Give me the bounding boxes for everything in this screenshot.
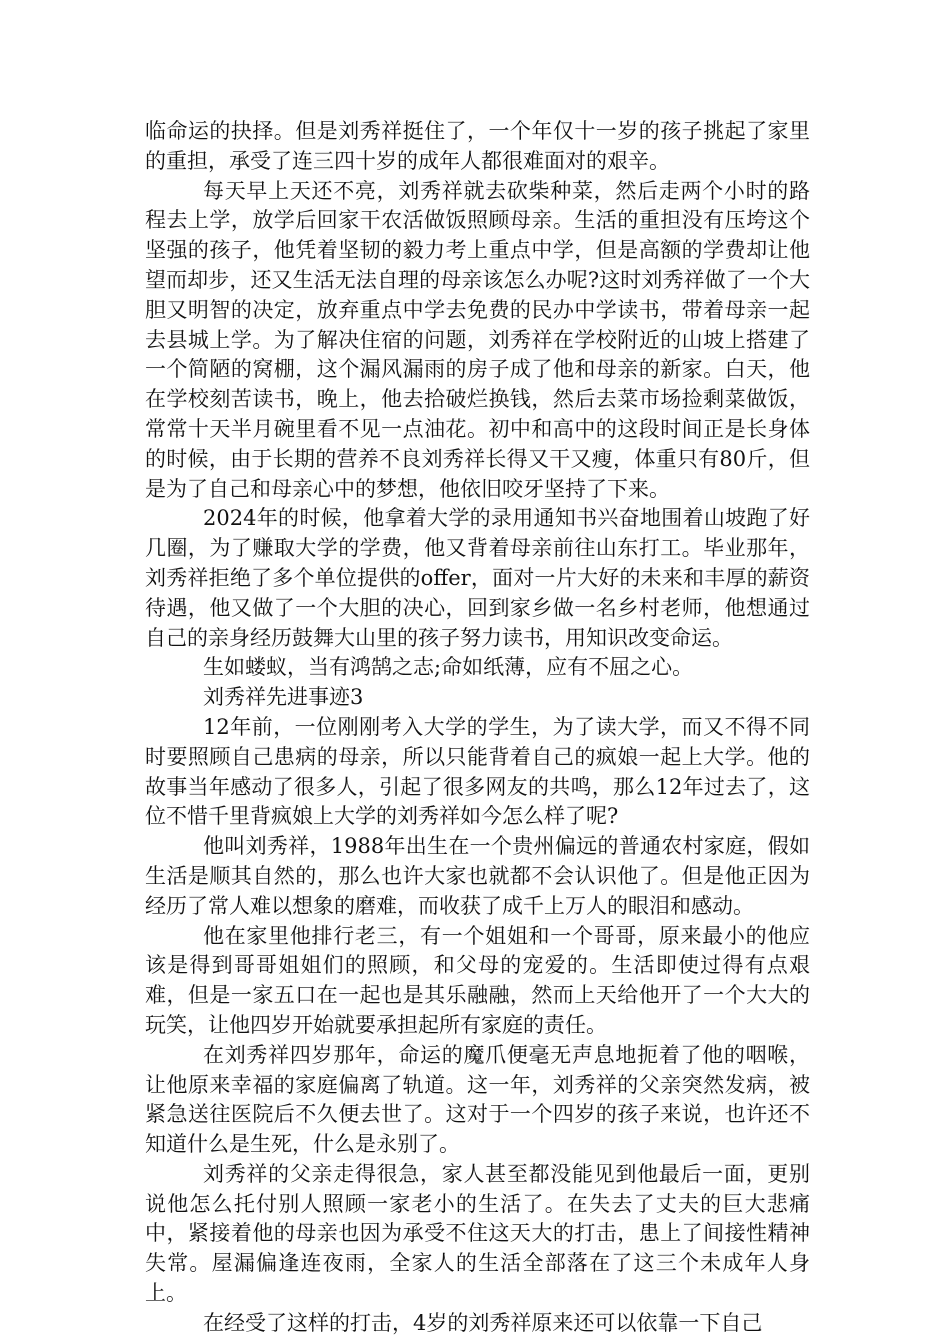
paragraph: 生如蝼蚁，当有鸿鹄之志;命如纸薄，应有不屈之心。 bbox=[203, 655, 694, 680]
paragraph: 在刘秀祥四岁那年，命运的魔爪便毫无声息地扼着了他的咽喉，让他原来幸福的家庭偏离了轨道。这一年，刘秀祥的父亲突然发病，被紧急送往医院后不久便去世了。这对于一个四岁的孩子来说，也许还不知道什么是生死，什么是永别了。 bbox=[145, 1042, 810, 1157]
paragraph: 他叫刘秀祥，1988年出生在一个贵州偏远的普通农村家庭，假如生活是顺其自然的，那么也许大家也就都不会认识他了。但是他正因为经历了常人难以想象的磨难，而收获了成千上万人的眼泪和感动。 bbox=[145, 834, 810, 918]
paragraph: 临命运的抉择。但是刘秀祥挺住了，一个年仅十一岁的孩子挑起了家里的重担，承受了连三四十岁的成年人都很难面对的艰辛。 bbox=[145, 119, 810, 173]
paragraph: 刘秀祥的父亲走得很急，家人甚至都没能见到他最后一面，更别说他怎么托付别人照顾一家老小的生活了。在失去了丈夫的巨大悲痛中，紧接着他的母亲也因为承受不住这天大的打击，患上了间接性精神失常。屋漏偏逢连夜雨，全家人的生活全部落在了这三个未成年人身上。 bbox=[145, 1161, 810, 1306]
paragraph: 12年前，一位刚刚考入大学的学生，为了读大学，而又不得不同时要照顾自己患病的母亲，所以只能背着自己的疯娘一起上大学。他的故事当年感动了很多人，引起了很多网友的共鸣，那么12年过去了，这位不惜千里背疯娘上大学的刘秀祥如今怎么样了呢? bbox=[145, 714, 810, 829]
paragraph: 每天早上天还不亮，刘秀祥就去砍柴种菜，然后走两个小时的路程去上学，放学后回家干农活做饭照顾母亲。生活的重担没有压垮这个坚强的孩子，他凭着坚韧的毅力考上重点中学，但是高额的学费却让他望而却步，还又生活无法自理的母亲该怎么办呢?这时刘秀祥做了一个大胆又明智的决定，放弃重点中学去免费的民办中学读书，带着母亲一起去县城上学。为了解决住宿的问题，刘秀祥在学校附近的山坡上搭建了一个简陋的窝棚，这个漏风漏雨的房子成了他和母亲的新家。白天，他在学校刻苦读书，晚上，他去拾破烂换钱，然后去菜市场捡剩菜做饭，常常十天半月碗里看不见一点油花。初中和高中的这段时间正是长身体的时候，由于长期的营养不良刘秀祥长得又干又瘦，体重只有80斤，但是为了自己和母亲心中的梦想，他依旧咬牙坚持了下来。 bbox=[145, 178, 810, 501]
paragraph: 他在家里他排行老三，有一个姐姐和一个哥哥，原来最小的他应该是得到哥哥姐姐们的照顾，和父母的宠爱的。生活即使过得有点艰难，但是一家五口在一起也是其乐融融，然而上天给他开了一个大大的玩笑，让他四岁开始就要承担起所有家庭的责任。 bbox=[145, 923, 810, 1037]
paragraph: 在经受了这样的打击，4岁的刘秀祥原来还可以依靠一下自己 bbox=[203, 1310, 763, 1335]
document-body bbox=[145, 117, 810, 1339]
paragraph: 2024年的时候，他拿着大学的录用通知书兴奋地围着山坡跑了好几圈，为了赚取大学的学费，他又背着母亲前往山东打工。毕业那年，刘秀祥拒绝了多个单位提供的offer，面对一片大好的未来和丰厚的薪资待遇，他又做了一个大胆的决心，回到家乡做一名乡村老师，他想通过自己的亲身经历鼓舞大山里的孩子努力读书，用知识改变命运。 bbox=[145, 506, 810, 650]
section-heading: 刘秀祥先进事迹3 bbox=[203, 685, 364, 710]
